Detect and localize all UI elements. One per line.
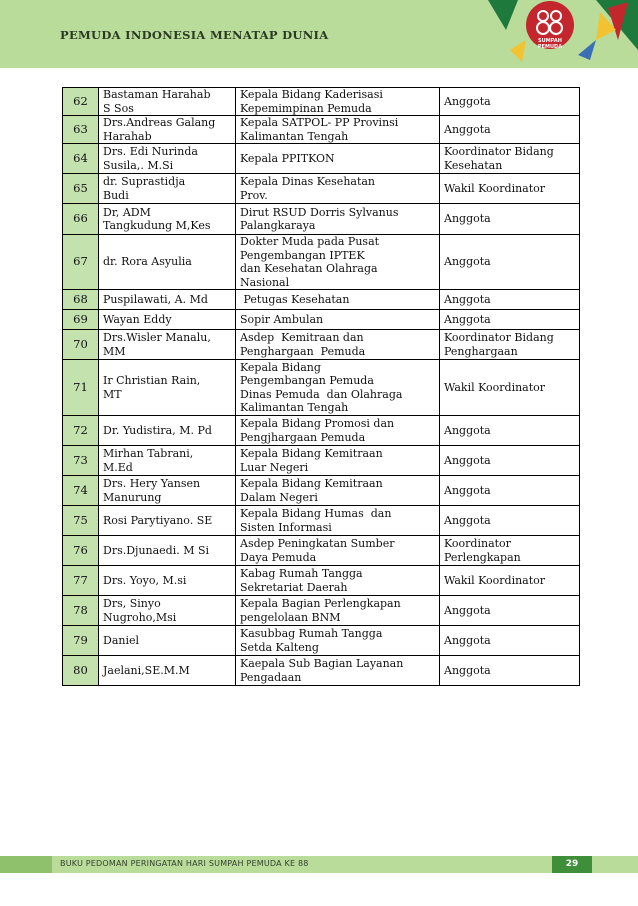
role-cell [440, 416, 580, 446]
role-cell [440, 235, 580, 290]
row-number: 65 [63, 174, 99, 204]
logo-line2: PEMUDA [537, 44, 563, 50]
position-cell-line: Kepala Dinas Kesehatan [240, 175, 376, 188]
position-cell-line: Pengadaan [240, 670, 302, 684]
position-cell-line: Kepala Bidang Kemitraan [240, 477, 383, 490]
table-row [63, 566, 580, 596]
position-cell [236, 596, 440, 626]
position-cell-line: Petugas Kesehatan [240, 292, 350, 306]
name-cell-line: Budi [103, 188, 129, 202]
header-band [0, 0, 638, 68]
footer-left-block [0, 856, 52, 873]
name-cell-line: S Sos [103, 101, 134, 115]
position-cell-line: Dirut RSUD Dorris Sylvanus [240, 205, 399, 219]
role-cell-line: Penghargaan [444, 344, 518, 358]
role-cell [440, 174, 580, 204]
position-cell [236, 88, 440, 116]
role-cell-line: Anggota [444, 255, 491, 269]
table-row [63, 596, 580, 626]
table-row [63, 536, 580, 566]
table-row [63, 144, 580, 174]
role-cell-line: Anggota [444, 292, 491, 306]
table-row [63, 626, 580, 656]
position-cell [236, 235, 440, 290]
position-cell-line: pengelolaan BNM [240, 610, 341, 624]
role-cell [440, 310, 580, 330]
role-cell-line: Koordinator Bidang [444, 331, 554, 344]
table-row [63, 330, 580, 360]
name-cell [99, 446, 236, 476]
name-cell-line: Rosi Parytiyano. SE [103, 513, 213, 527]
name-cell-line: Drs.Andreas Galang [103, 116, 216, 129]
position-cell-line: Sekretariat Daerah [240, 580, 348, 594]
role-cell [440, 566, 580, 596]
role-cell-line: Koordinator Bidang [444, 145, 554, 158]
position-cell-line: Kepala SATPOL- PP Provinsi [240, 116, 399, 129]
name-cell-line: Drs. Edi Nurinda [103, 145, 198, 158]
name-cell [99, 656, 236, 686]
name-cell-line: Daniel [103, 633, 140, 647]
position-cell [236, 290, 440, 310]
position-cell [236, 174, 440, 204]
page-header-title: PEMUDA INDONESIA MENATAP DUNIA [60, 28, 329, 42]
name-cell-line: MT [103, 387, 122, 401]
table-row [63, 310, 580, 330]
role-cell [440, 446, 580, 476]
name-cell [99, 506, 236, 536]
row-number: 70 [63, 330, 99, 360]
table-row [63, 656, 580, 686]
table-row [63, 476, 580, 506]
position-cell-line: Sopir Ambulan [240, 312, 324, 326]
sumpah-pemuda-logo [478, 0, 638, 68]
table-row [63, 446, 580, 476]
name-cell-line: Drs. Yoyo, M.si [103, 573, 187, 587]
name-cell [99, 174, 236, 204]
position-cell-line: Prov. [240, 188, 268, 202]
name-cell-line: dr. Rora Asyulia [103, 255, 192, 269]
row-number: 78 [63, 596, 99, 626]
row-number: 73 [63, 446, 99, 476]
row-number: 64 [63, 144, 99, 174]
name-cell [99, 204, 236, 235]
role-cell [440, 506, 580, 536]
row-number: 76 [63, 536, 99, 566]
role-cell-line: Anggota [444, 513, 491, 527]
role-cell [440, 476, 580, 506]
position-cell [236, 330, 440, 360]
position-cell-line: dan Kesehatan Olahraga [240, 262, 378, 275]
role-cell [440, 626, 580, 656]
role-cell [440, 88, 580, 116]
position-cell-line: Daya Pemuda [240, 550, 317, 564]
position-cell-line: Asdep Kemitraan dan [240, 331, 364, 344]
position-cell-line: Luar Negeri [240, 460, 309, 474]
role-cell-line: Anggota [444, 663, 491, 677]
row-number: 71 [63, 360, 99, 416]
name-cell-line: Drs.Wisler Manalu, [103, 331, 211, 344]
name-cell-line: M.Ed [103, 460, 133, 474]
name-cell [99, 536, 236, 566]
logo-line1: SUMPAH [538, 38, 562, 44]
name-cell [99, 235, 236, 290]
position-cell-line: Asdep Peningkatan Sumber [240, 537, 395, 550]
position-cell [236, 310, 440, 330]
name-cell [99, 476, 236, 506]
name-cell [99, 290, 236, 310]
name-cell-line: Harahab [103, 129, 152, 143]
row-number: 77 [63, 566, 99, 596]
position-cell [236, 446, 440, 476]
position-cell-line: Kabag Rumah Tangga [240, 567, 363, 580]
table-row [63, 204, 580, 235]
position-cell-line: Kepala Bidang Kaderisasi [240, 88, 383, 101]
name-cell-line: Dr. Yudistira, M. Pd [103, 423, 212, 437]
table-row [63, 235, 580, 290]
role-cell [440, 596, 580, 626]
name-cell-line: Nugroho,Msi [103, 610, 177, 624]
name-cell-line: Ir Christian Rain, [103, 374, 201, 387]
row-number: 68 [63, 290, 99, 310]
name-cell [99, 310, 236, 330]
name-cell-line: Susila,. M.Si [103, 158, 174, 172]
position-cell-line: Kepala Bidang [240, 360, 321, 374]
position-cell [236, 360, 440, 416]
row-number: 66 [63, 204, 99, 235]
position-cell-line: Pengembangan IPTEK [240, 248, 365, 262]
role-cell-line: Anggota [444, 423, 491, 437]
row-number: 72 [63, 416, 99, 446]
role-cell-line: Anggota [444, 633, 491, 647]
role-cell [440, 536, 580, 566]
role-cell-line: Anggota [444, 94, 491, 108]
position-cell-line: Nasional [240, 275, 290, 289]
name-cell-line: Bastaman Harahab [103, 88, 211, 101]
row-number: 62 [63, 88, 99, 116]
position-cell-line: Kepala Bidang Humas dan [240, 507, 392, 520]
position-cell [236, 116, 440, 144]
role-cell [440, 116, 580, 144]
role-cell-line: Kesehatan [444, 158, 503, 172]
role-cell-line: Koordinator [444, 537, 511, 550]
role-cell [440, 290, 580, 310]
row-number: 69 [63, 310, 99, 330]
role-cell [440, 656, 580, 686]
table-row [63, 290, 580, 310]
committee-table [62, 87, 580, 686]
role-cell-line: Anggota [444, 122, 491, 136]
row-number: 63 [63, 116, 99, 144]
name-cell [99, 626, 236, 656]
position-cell [236, 204, 440, 235]
role-cell-line: Wakil Koordinator [444, 380, 546, 394]
position-cell [236, 566, 440, 596]
position-cell-line: Penghargaan Pemuda [240, 344, 366, 358]
position-cell [236, 416, 440, 446]
role-cell-line: Anggota [444, 312, 491, 326]
row-number: 80 [63, 656, 99, 686]
position-cell-line: Sisten Informasi [240, 520, 332, 534]
name-cell-line: Drs.Djunaedi. M Si [103, 543, 210, 557]
name-cell [99, 330, 236, 360]
row-number: 79 [63, 626, 99, 656]
name-cell-line: Wayan Eddy [103, 312, 172, 326]
page-number: 29 [565, 859, 579, 869]
position-cell [236, 144, 440, 174]
role-cell-line: Anggota [444, 453, 491, 467]
position-cell [236, 536, 440, 566]
role-cell [440, 330, 580, 360]
position-cell [236, 506, 440, 536]
role-cell-line: Anggota [444, 212, 491, 226]
name-cell [99, 596, 236, 626]
name-cell-line: Mirhan Tabrani, [103, 447, 194, 460]
position-cell-line: Dokter Muda pada Pusat [240, 235, 380, 248]
name-cell [99, 116, 236, 144]
position-cell-line: Dalam Negeri [240, 490, 318, 504]
footer-band [0, 856, 638, 873]
table-row [63, 360, 580, 416]
table-row [63, 174, 580, 204]
role-cell-line: Anggota [444, 483, 491, 497]
position-cell [236, 476, 440, 506]
role-cell [440, 204, 580, 235]
name-cell-line: Drs. Hery Yansen [103, 477, 201, 490]
footer-text: BUKU PEDOMAN PERINGATAN HARI SUMPAH PEMUDA KE 88 [60, 859, 309, 868]
role-cell-line: Wakil Koordinator [444, 181, 546, 195]
name-cell [99, 88, 236, 116]
row-number: 67 [63, 235, 99, 290]
name-cell-line: dr. Suprastidja [103, 175, 186, 188]
position-cell-line: Setda Kalteng [240, 640, 319, 654]
position-cell-line: Kepala PPITKON [240, 151, 335, 165]
name-cell-line: Jaelani,SE.M.M [103, 663, 190, 677]
role-cell-line: Perlengkapan [444, 550, 521, 564]
position-cell [236, 626, 440, 656]
role-cell-line: Wakil Koordinator [444, 573, 546, 587]
row-number: 75 [63, 506, 99, 536]
name-cell-line: Dr, ADM [103, 205, 151, 219]
name-cell-line: Puspilawati, A. Md [103, 292, 208, 306]
table-row [63, 506, 580, 536]
position-cell-line: Kepala Bagian Perlengkapan [240, 597, 401, 610]
role-cell [440, 360, 580, 416]
position-cell-line: Kepala Bidang Kemitraan [240, 447, 383, 460]
table-row [63, 116, 580, 144]
row-number: 74 [63, 476, 99, 506]
position-cell-line: Kepemimpinan Pemuda [240, 101, 372, 115]
name-cell [99, 360, 236, 416]
position-cell-line: Pengjhargaan Pemuda [240, 430, 366, 444]
position-cell-line: Kasubbag Rumah Tangga [240, 627, 383, 640]
name-cell [99, 144, 236, 174]
name-cell [99, 566, 236, 596]
position-cell-line: Palangkaraya [240, 219, 316, 232]
name-cell-line: Tangkudung M,Kes [103, 219, 211, 232]
position-cell [236, 656, 440, 686]
position-cell-line: Kepala Bidang Promosi dan [240, 417, 395, 430]
role-cell-line: Anggota [444, 603, 491, 617]
position-cell-line: Kalimantan Tengah [240, 401, 349, 414]
position-cell-line: Kalimantan Tengah [240, 129, 349, 143]
name-cell-line: Manurung [103, 490, 162, 504]
position-cell-line: Kaepala Sub Bagian Layanan [240, 657, 404, 670]
name-cell-line: Drs, Sinyo [103, 597, 161, 610]
name-cell-line: MM [103, 344, 126, 358]
table-row [63, 416, 580, 446]
name-cell [99, 416, 236, 446]
role-cell [440, 144, 580, 174]
position-cell-line: Dinas Pemuda dan Olahraga [240, 387, 403, 401]
position-cell-line: Pengembangan Pemuda [240, 374, 374, 387]
table-row [63, 88, 580, 116]
